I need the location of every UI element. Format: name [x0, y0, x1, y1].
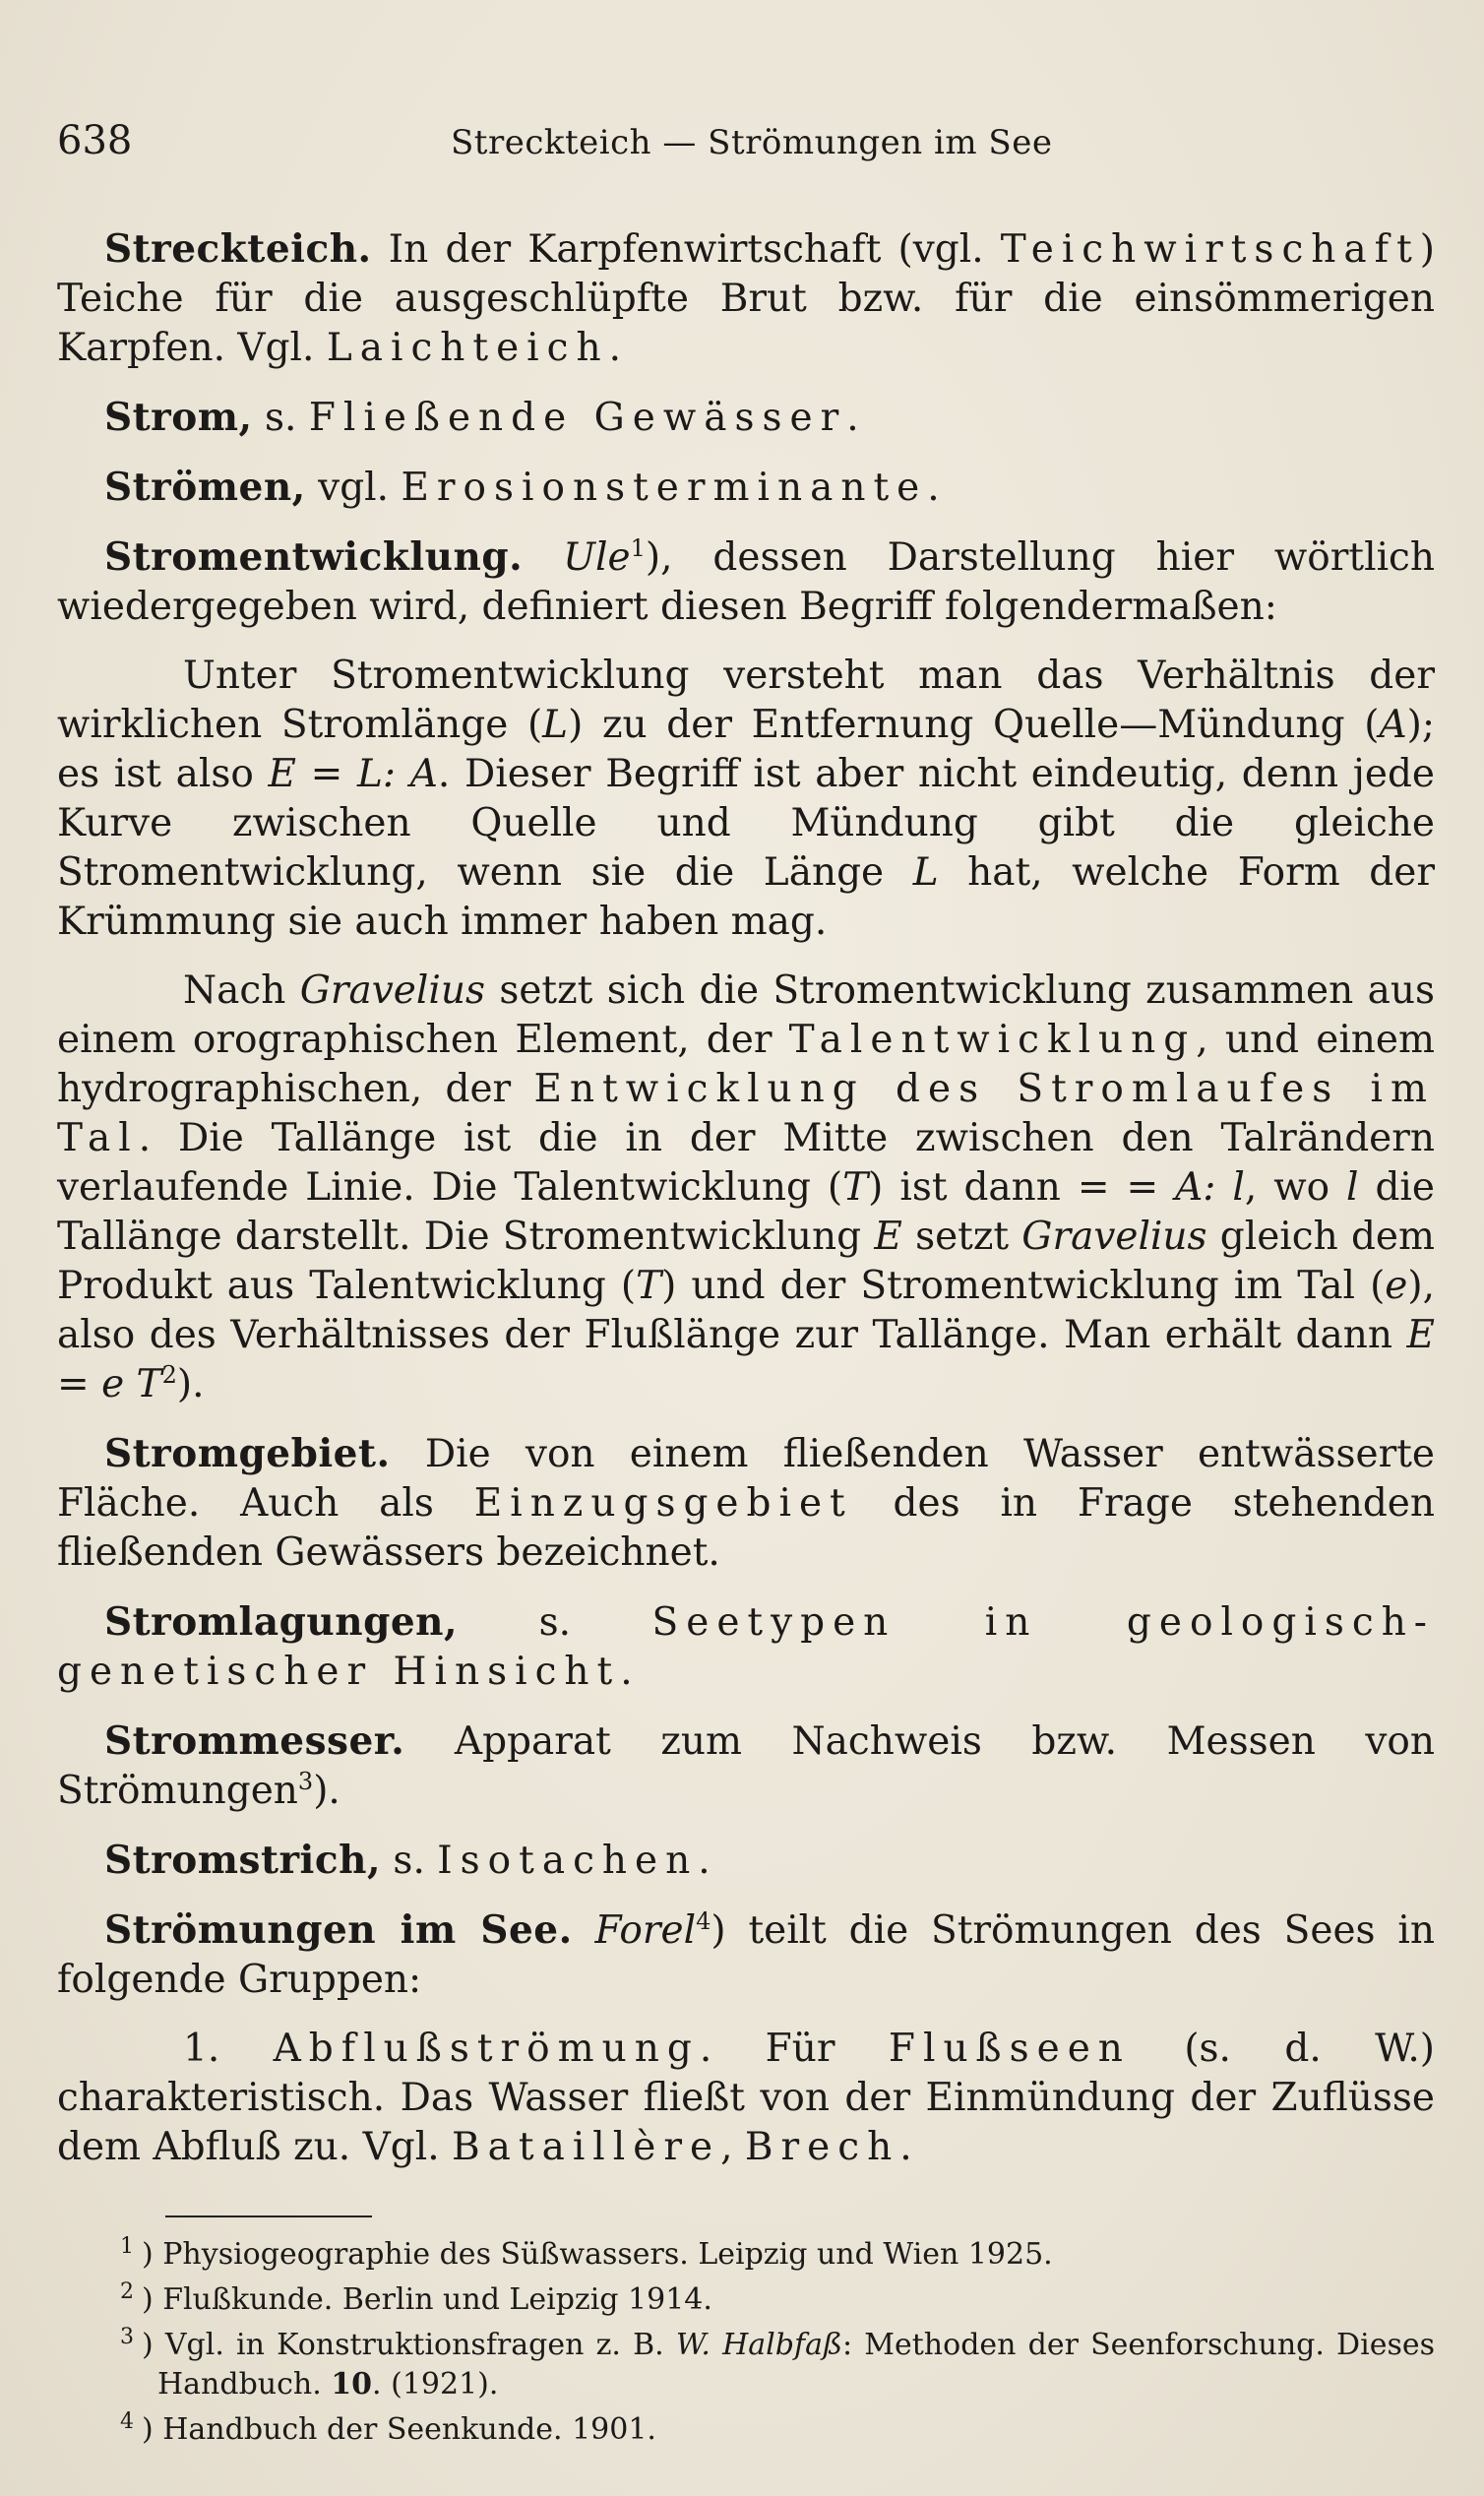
lemma: Strömungen im See. — [104, 1907, 573, 1953]
author-name: Gravelius — [1021, 1215, 1207, 1259]
entry-stromlagungen: Stromlagungen, s. Seetypen in geologisch-genetischer Hinsicht. — [57, 1599, 1435, 1694]
cross-reference: Bataillère — [452, 2125, 721, 2169]
lemma: Stromstrich, — [104, 1838, 382, 1883]
stromentwicklung-definition: Unter Stromentwicklung versteht man das Verhältnis der wirklichen Stromlänge (L) zu der Entfernung Quelle—Mündung (A); es ist also E = L: A. Dieser Begriff ist aber nicht eindeutig, denn jede Kurve zwischen Quelle und Mündung gibt die gleiche Stromentwicklung, wenn sie die Länge L hat, welche Form der Krümmung sie auch immer haben mag. — [57, 654, 1435, 944]
footnote-2: $^2$ ) Flußkunde. Berlin und Leipzig 1914. — [120, 2279, 712, 2317]
entry-streckteich: Streckteich. In der Karpfenwirtschaft (vgl. Teichwirtschaft) Teiche für die ausgeschlüpfte Brut bzw. für die einsömmerigen Karpfen. Vgl. Laichteich. — [57, 226, 1435, 370]
entry-stroemungen-im-see: Strömungen im See. Forel$^4$) teilt die Strömungen des Sees in folgende Gruppen: — [57, 1907, 1435, 2002]
lemma: Stromlagungen, — [104, 1599, 459, 1645]
lemma: Stromgebiet. — [104, 1431, 391, 1476]
author-name: Gravelius — [299, 968, 485, 1013]
lemma: Streckteich. — [104, 226, 372, 272]
entry-stroemen: Strömen, vgl. Erosionsterminante. — [104, 465, 940, 510]
footnote-1: $^1$ ) Physiogeographie des Süßwassers. Leipzig und Wien 1925. — [120, 2234, 1053, 2272]
page-number: 638 — [57, 118, 133, 163]
entry-strommesser: Strommesser. Apparat zum Nachweis bzw. Messen von Strömungen$^3$). — [57, 1718, 1435, 1813]
footnote-divider — [165, 2215, 372, 2217]
cross-reference: Isotachen — [437, 1839, 699, 1883]
footnote-3: $^3$ ) Vgl. in Konstruktionsfragen z. B. W. Halbfaß: Methoden der Seenforschung. Dieses Handbuch. 10. (1921). — [120, 2325, 1435, 2402]
cross-reference: Seetypen in geologisch-genetischer Hinsicht — [57, 1600, 1435, 1694]
cross-reference: Einzugsgebiet — [473, 1481, 853, 1526]
formula: E = e T — [57, 1313, 1435, 1406]
stromentwicklung-gravelius: Nach Gravelius setzt sich die Stromentwicklung zusammen aus einem orographischen Element, der Talentwicklung, und einem hydrographischen, der Entwicklung des Stromlaufes im Tal. Die Tallänge ist die in der Mitte zwischen den Talrändern verlaufende Linie. Die Talentwicklung (T) ist dann = = A: l, wo l die Tallänge darstellt. Die Stromentwicklung E setzt Gravelius gleich dem Produkt aus Talentwicklung (T) und der Stromentwicklung im Tal (e), also des Verhältnisses der Flußlänge zur Tallänge. Man erhält dann E = e $T^2$). — [57, 968, 1435, 1406]
cross-reference: Laichteich — [326, 326, 609, 370]
lemma: Stromentwicklung. — [104, 534, 524, 580]
formula: A: l — [1175, 1165, 1245, 1210]
footnote-ref: 1 — [630, 534, 646, 562]
entry-stromentwicklung: Stromentwicklung. Ule$^1$), dessen Darstellung hier wörtlich wiedergegeben wird, definiert diesen Begriff folgendermaßen: — [57, 534, 1435, 629]
lemma: Strommesser. — [104, 1718, 405, 1764]
cross-reference: Flußseen — [888, 2027, 1131, 2071]
running-title: Streckteich — Strömungen im See — [451, 123, 1053, 162]
lemma: Strom, — [104, 395, 253, 440]
author-name: Forel — [594, 1908, 697, 1953]
entry-strom: Strom, s. Fließende Gewässer. — [104, 395, 859, 440]
entry-stromgebiet: Stromgebiet. Die von einem fließenden Wasser entwässerte Fläche. Auch als Einzugsgebiet des in Frage stehenden fließenden Gewässers bezeichnet. — [57, 1431, 1435, 1575]
footnote-ref: 4 — [696, 1907, 711, 1935]
author-name: W. Halbfaß — [675, 2328, 843, 2362]
lemma: Strömen, — [104, 465, 306, 510]
cross-reference: Talentwicklung — [788, 1018, 1197, 1062]
formula: E = L: A — [268, 752, 438, 796]
stroemungen-list-item-1: 1. Abflußströmung. Für Flußseen (s. d. W.) charakteristisch. Das Wasser fließt von der Einmündung der Zuflüsse dem Abfluß zu. Vgl. Bataillère, Brech. — [57, 2027, 1436, 2169]
footnote-4: $^4$ ) Handbuch der Seenkunde. 1901. — [120, 2409, 656, 2447]
cross-reference: Erosionsterminante — [401, 466, 928, 510]
cross-reference: Teichwirtschaft — [1000, 227, 1420, 272]
cross-reference: Brech — [744, 2125, 900, 2169]
cross-reference: Abflußströmung — [273, 2027, 700, 2071]
entry-stromstrich: Stromstrich, s. Isotachen. — [104, 1838, 711, 1883]
cross-reference: Entwicklung des Stromlaufes im Tal — [57, 1067, 1435, 1160]
cross-reference: Fließende Gewässer — [308, 396, 847, 440]
author-name: Ule — [563, 535, 631, 580]
page-header — [57, 118, 1435, 163]
footnote-ref: 3 — [297, 1768, 314, 1795]
